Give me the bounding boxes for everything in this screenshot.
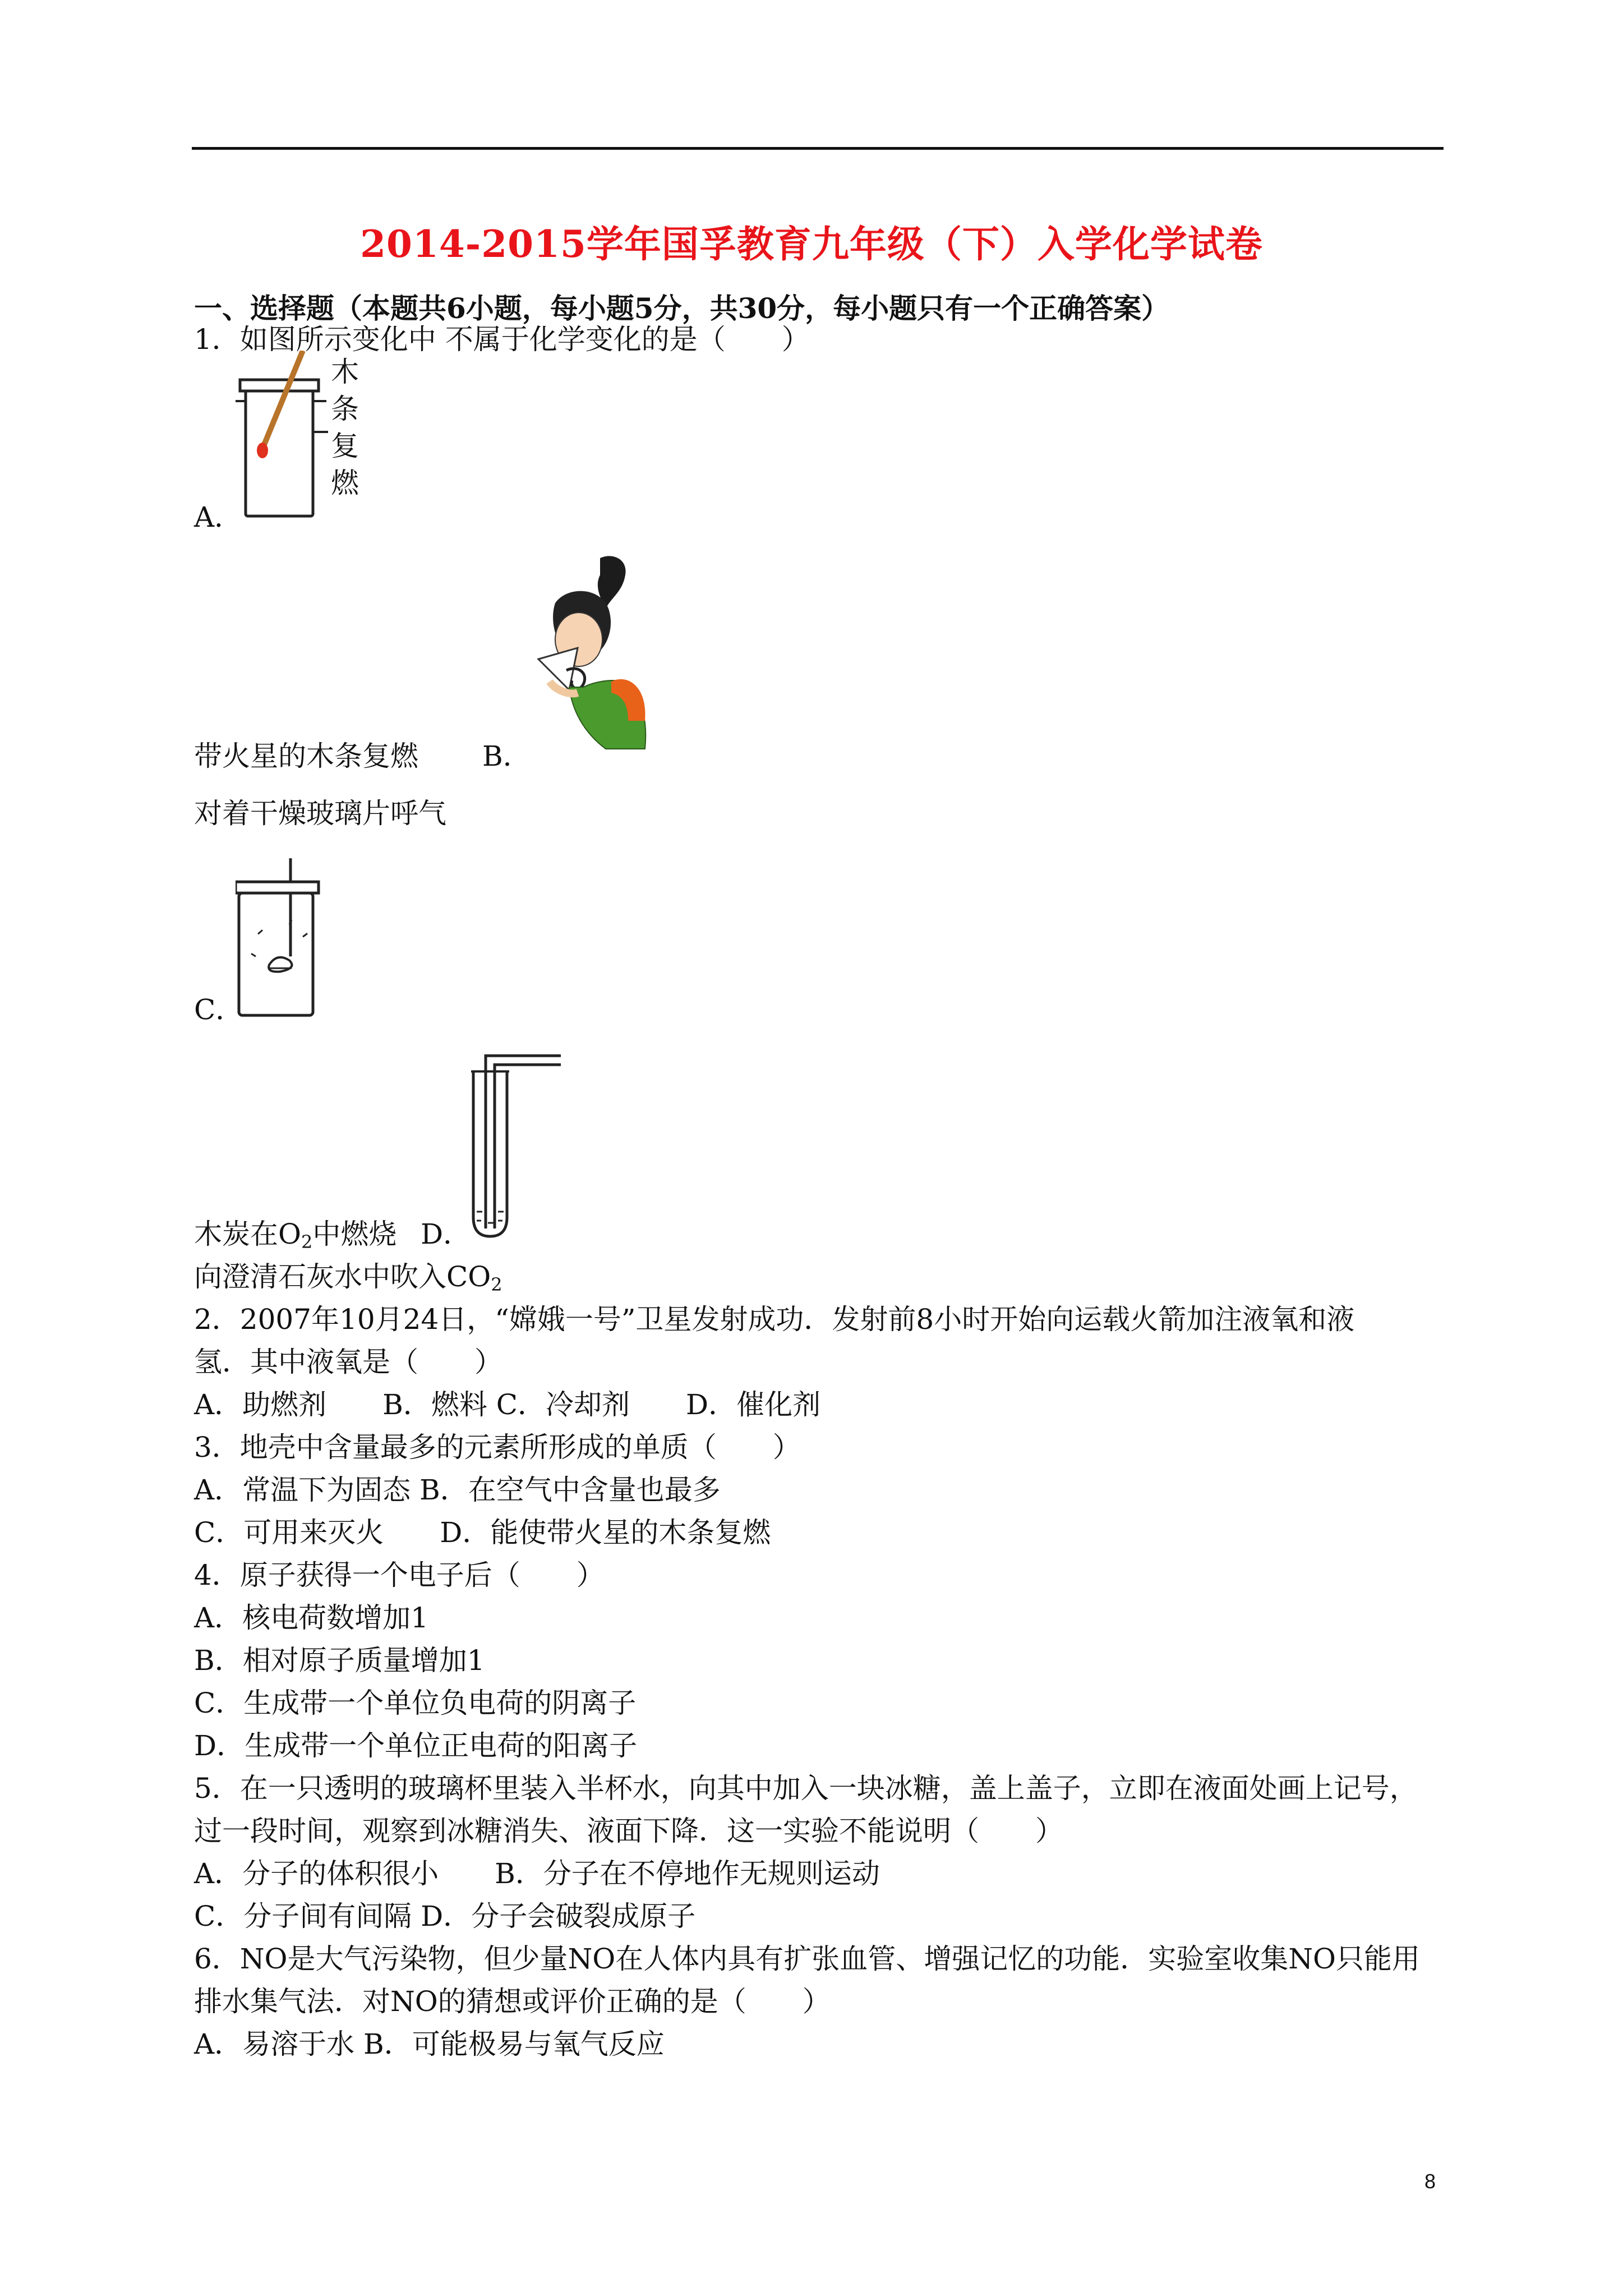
section-heading: 一、选择题（本题共6小题，每小题5分，共30分，每小题只有一个正确答案）	[194, 292, 1170, 325]
header-rule	[192, 147, 1444, 150]
page-title: 2014-2015学年国孚教育九年级（下）入学化学试卷	[360, 222, 1263, 266]
q4-option-b: B．相对原子质量增加1	[194, 1644, 485, 1677]
q4-option-d: D．生成带一个单位正电荷的阳离子	[194, 1729, 638, 1762]
q5-options-line1: A．分子的体积很小 B．分子在不停地作无规则运动	[194, 1857, 880, 1890]
q1-stem: 1．如图所示变化中 不属于化学变化的是（ ）	[194, 323, 810, 356]
q1-option-a-caption: 带火星的木条复燃	[194, 740, 418, 772]
q6-stem-line1: 6．NO是大气污染物，但少量NO在人体内具有扩张血管、增强记忆的功能．实验室收集NO只能用	[194, 1943, 1421, 1975]
q2-stem-line1: 2．2007年10月24日，“嫦娥一号”卫星发射成功．发射前8小时开始向运载火箭加注液氧和液	[194, 1303, 1355, 1336]
bottle-figure-label: 木 条 复 燃	[331, 356, 359, 499]
girl-breathing-on-glass-figure	[516, 553, 651, 766]
q1-option-a-letter: A．	[194, 501, 243, 533]
q2-stem-line2: 氢．其中液氧是（ ）	[194, 1346, 502, 1378]
q5-options-line2: C．分子间有间隔 D．分子会破裂成原子	[194, 1900, 696, 1932]
q2-options: A．助燃剂 B．燃料 C．冷却剂 D．催化剂	[194, 1388, 821, 1421]
q1-option-d-letter: D．	[421, 1218, 472, 1250]
q5-stem-line2: 过一段时间，观察到冰糖消失、液面下降．这一实验不能说明（ ）	[194, 1815, 1063, 1847]
q6-stem-line2: 排水集气法．对NO的猜想或评价正确的是（ ）	[194, 1985, 831, 2018]
q4-option-c: C．生成带一个单位负电荷的阴离子	[194, 1687, 637, 1719]
q4-stem: 4．原子获得一个电子后（ ）	[194, 1559, 605, 1591]
q6-options-line1: A．易溶于水 B．可能极易与氧气反应	[194, 2028, 665, 2060]
q3-stem: 3．地壳中含量最多的元素所形成的单质（ ）	[194, 1431, 801, 1464]
q1-option-b-letter: B．	[482, 740, 531, 772]
q1-option-d-caption: 向澄清石灰水中吹入$CO_2$	[194, 1260, 502, 1295]
q4-option-a: A．核电荷数增加1	[194, 1602, 428, 1634]
page-number: 8	[1424, 2170, 1436, 2193]
q1-option-c-caption: 木炭在$O_2$中燃烧	[194, 1218, 397, 1253]
q1-option-c-letter: C．	[194, 993, 244, 1026]
q3-options-line2: C．可用来灭火 D．能使带火星的木条复燃	[194, 1516, 771, 1549]
q1-option-b-caption: 对着干燥玻璃片呼气	[194, 797, 446, 830]
q5-stem-line1: 5．在一只透明的玻璃杯里装入半杯水，向其中加入一块冰糖，盖上盖子，立即在液面处画上记号，	[194, 1772, 1418, 1805]
charcoal-burning-in-jar-figure	[236, 858, 325, 1027]
limewater-test-tube-figure	[465, 1049, 572, 1240]
q3-options-line1: A．常温下为固态 B．在空气中含量也最多	[194, 1474, 721, 1506]
